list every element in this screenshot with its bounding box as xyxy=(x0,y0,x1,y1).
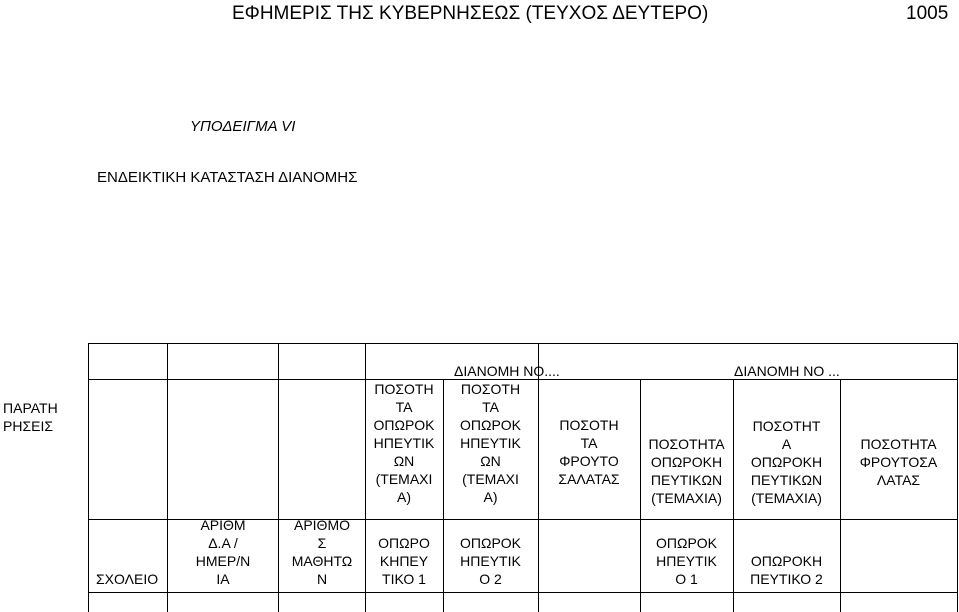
table-rule xyxy=(840,379,841,612)
students-header: ΑΡΙΘΜΟ Σ ΜΑΘΗΤΩ Ν xyxy=(291,517,353,587)
distribution-2-header: ΔΙΑΝΟΜΗ ΝΟ ... xyxy=(734,363,840,379)
document-subtitle: ΕΝΔΕΙΚΤΙΚΗ ΚΑΤΑΣΤΑΣΗ ΔΙΑΝΟΜΗΣ xyxy=(97,169,358,186)
remarks-header: ΠΑΡΑΤΗ ΡΗΣΕΙΣ xyxy=(3,400,58,434)
distribution-1-header: ΔΙΑΝΟΜΗ ΝΟ.... xyxy=(454,363,560,379)
dist2-product-1-label: ΟΠΩΡΟΚ ΗΠΕΥΤΙΚ Ο 1 xyxy=(655,535,718,587)
dist2-quantity-1-header: ΠΟΣΟΤΗΤΑ ΟΠΩΡΟΚΗ ΠΕΥΤΙΚΩΝ (ΤΕΜΑΧΙΑ) xyxy=(648,436,725,506)
table-border-right xyxy=(957,343,958,612)
table-rule xyxy=(88,592,958,593)
table-border-top xyxy=(88,343,958,344)
example-label: ΥΠΟΔΕΙΓΜΑ VI xyxy=(190,118,296,135)
dist2-quantity-2-header: ΠΟΣΟΤΗΤ Α ΟΠΩΡΟΚΗ ΠΕΥΤΙΚΩΝ (ΤΕΜΑΧΙΑ) xyxy=(750,418,823,506)
dist2-product-2-label: ΟΠΩΡΟΚΗ ΠΕΥΤΙΚΟ 2 xyxy=(750,553,823,587)
dist1-product-2-label: ΟΠΩΡΟΚ ΗΠΕΥΤΙΚ Ο 2 xyxy=(459,535,522,587)
table-border-left xyxy=(88,343,89,612)
dist2-fruit-salad-header: ΠΟΣΟΤΗΤΑ ΦΡΟΥΤΟΣΑ ΛΑΤΑΣ xyxy=(859,436,938,488)
gazette-header-title: ΕΦΗΜΕΡΙΣ ΤΗΣ ΚΥΒΕΡΝΗΣΕΩΣ (ΤΕΥΧΟΣ ΔΕΥΤΕΡΟ) xyxy=(232,3,709,24)
dist1-fruit-salad-header: ΠΟΣΟΤΗ ΤΑ ΦΡΟΥΤΟ ΣΑΛΑΤΑΣ xyxy=(558,417,620,487)
dist1-quantity-2-header: ΠΟΣΟΤΗ ΤΑ ΟΠΩΡΟΚ ΗΠΕΥΤΙΚ ΩΝ (ΤΕΜΑΧΙ Α) xyxy=(459,381,522,505)
page-number: 1005 xyxy=(906,3,949,24)
school-header: ΣΧΟΛΕΙΟ xyxy=(96,571,159,587)
number-date-header: ΑΡΙΘΜ Δ.Α / ΗΜΕΡ/Ν ΙΑ xyxy=(195,517,251,587)
dist1-product-1-label: ΟΠΩΡΟ ΚΗΠΕΥ ΤΙΚΟ 1 xyxy=(378,535,430,587)
dist1-quantity-1-header: ΠΟΣΟΤΗ ΤΑ ΟΠΩΡΟΚ ΗΠΕΥΤΙΚ ΩΝ (ΤΕΜΑΧΙ Α) xyxy=(373,381,435,505)
